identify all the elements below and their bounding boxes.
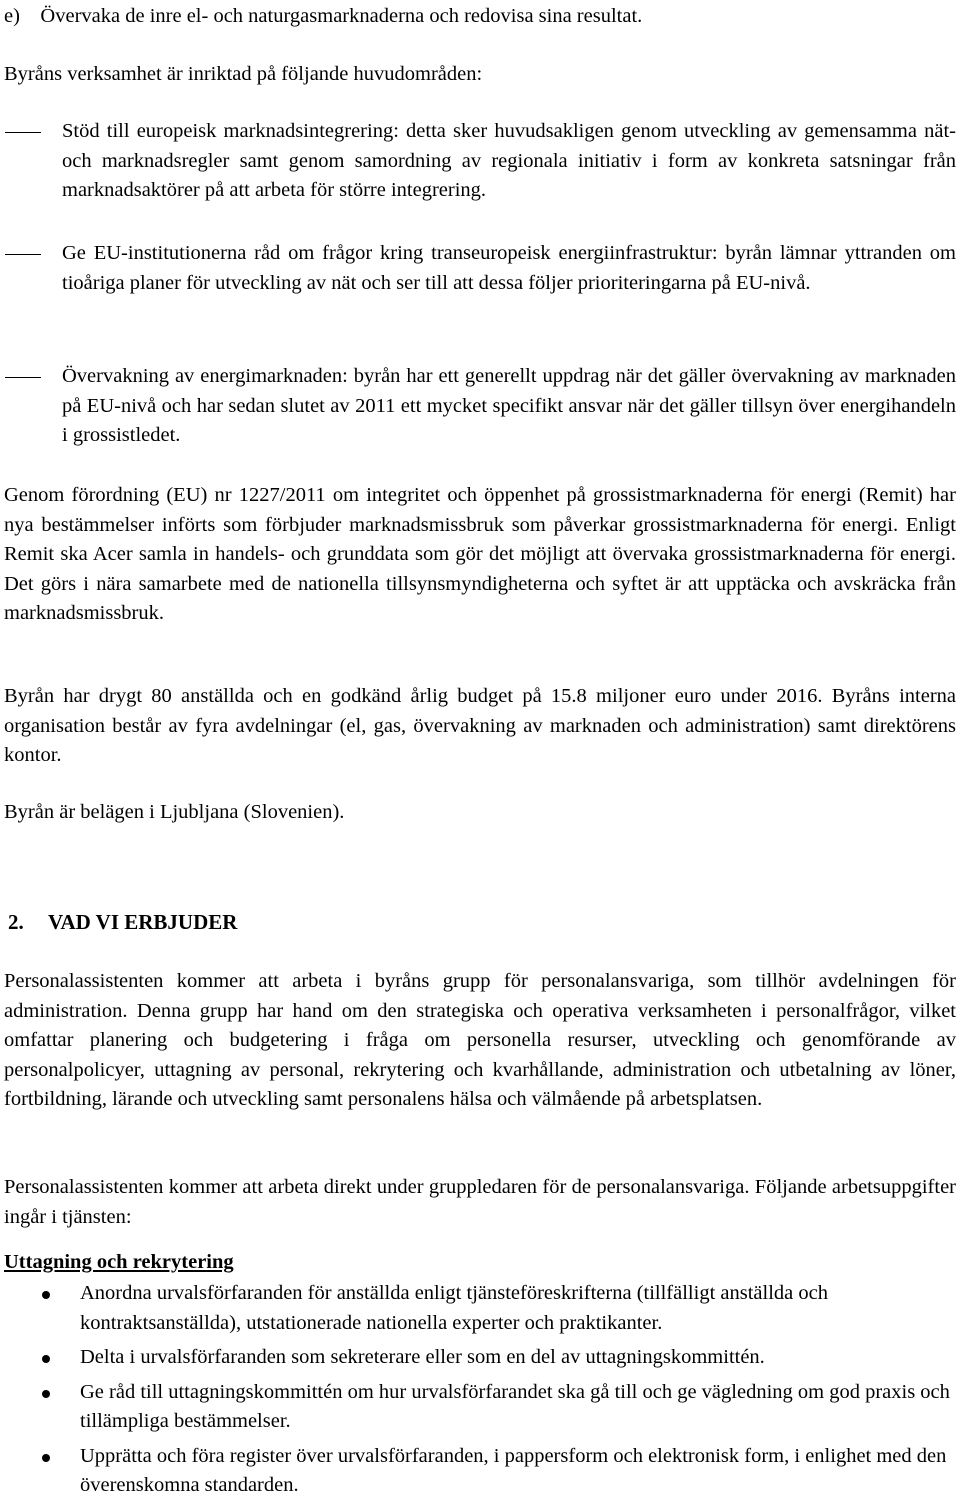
bullet-list bbox=[4, 1279, 956, 1501]
list-item-text: Anordna urvalsförfaranden för anställda enligt tjänsteföreskrifterna (tillfälligt anställda och kontraktsanställda), utstationerade nationella experter och praktikanter. bbox=[80, 1282, 828, 1334]
dash-item-1 bbox=[4, 117, 956, 206]
list-item-text: Upprätta och föra register över urvalsförfaranden, i pappersform och elektronisk form, i enlighet med den överenskomna standarden. bbox=[80, 1444, 947, 1496]
list-item bbox=[4, 1442, 956, 1501]
dash-item-2 bbox=[4, 239, 956, 298]
bullet-dot-icon bbox=[42, 1390, 50, 1398]
list-item-text: Ge råd till uttagningskommittén om hur urvalsförfarandet ska gå till och ge vägledning om god praxis och tillämpliga bestämmelser. bbox=[80, 1380, 950, 1432]
bullet-dot-icon bbox=[42, 1355, 50, 1363]
list-item bbox=[4, 1279, 956, 1338]
list-item bbox=[4, 1343, 956, 1373]
bullet-dot-icon bbox=[42, 1291, 50, 1299]
intro-text: Byråns verksamhet är inriktad på följande huvudområden: bbox=[4, 63, 483, 85]
paragraph-group: Personalassistenten kommer att arbeta i byråns grupp för personalansvariga, som tillhör avdelningen för administration. Denna grupp har hand om den strategiska och operativa verksamheten i personalfrågor, vilket omfattar planering och budgetering i fråga om personella resurser, utveckling och genomförande av personalpolicyer, uttagning av personal, rekrytering och kvarhållande, administration och utbetalning av löner, fortbildning, lärande och utveckling samt personalens hälsa och välmående på arbetsplatsen. bbox=[4, 970, 956, 1110]
paragraph-location: Byrån är belägen i Ljubljana (Slovenien). bbox=[4, 801, 345, 823]
bullet-dot-icon bbox=[42, 1454, 50, 1462]
paragraph-remit: Genom förordning (EU) nr 1227/2011 om integritet och öppenhet på grossistmarknaderna för energi (Remit) har nya bestämmelser införts som förbjuder marknadsmissbruk som påverkar grossistmarknaderna för energi. Enligt Remit ska Acer samla in handels- och grunddata som gör det möjligt att övervaka grossistmarknaderna för energi. Det görs i nära samarbete med de nationella tillsynsmyndigheterna och syftet är att upptäcka och avskräcka från marknadsmissbruk. bbox=[4, 484, 956, 624]
paragraph-staff: Byrån har drygt 80 anställda och en godkänd årlig budget på 15.8 miljoner euro under 2016. Byråns interna organisation består av fyra avdelningar (el, gas, övervakning av marknaden och administration) samt direktörens kontor. bbox=[4, 685, 956, 766]
section-number: 2. bbox=[8, 910, 24, 934]
paragraph-tasks: Personalassistenten kommer att arbeta direkt under gruppledaren för de personalansvariga. Följande arbetsuppgifter ingår i tjänsten: bbox=[4, 1176, 956, 1228]
list-item-e: e) Övervaka de inre el- och naturgasmarknaderna och redovisa sina resultat. bbox=[4, 5, 643, 27]
subheading: Uttagning och rekrytering bbox=[4, 1251, 234, 1273]
list-item-text: Delta i urvalsförfaranden som sekreterare eller som en del av uttagningskommittén. bbox=[80, 1346, 765, 1368]
dash-item-3 bbox=[4, 362, 956, 451]
section-title: VAD VI ERBJUDER bbox=[48, 910, 238, 934]
section-heading bbox=[8, 908, 237, 938]
dash-item-text: Ge EU-institutionerna råd om frågor kring transeuropeisk energiinfrastruktur: byrån lämnar yttranden om tioåriga planer för utveckling av nät och ser till att dessa följer prioriteringarna på EU-nivå. bbox=[62, 242, 956, 294]
list-item bbox=[4, 1378, 956, 1437]
dash-item-text: Övervakning av energimarknaden: byrån har ett generellt uppdrag när det gäller övervakning av marknaden på EU-nivå och har sedan slutet av 2011 ett mycket specifikt ansvar när det gäller tillsyn över energihandeln i grossistledet. bbox=[62, 365, 956, 446]
dash-item-text: Stöd till europeisk marknadsintegrering: detta sker huvudsakligen genom utveckling av gemensamma nät- och marknadsregler samt genom samordning av regionala initiativ i form av konkreta satsningar från marknadsaktörer på att arbeta för större integrering. bbox=[62, 120, 956, 201]
